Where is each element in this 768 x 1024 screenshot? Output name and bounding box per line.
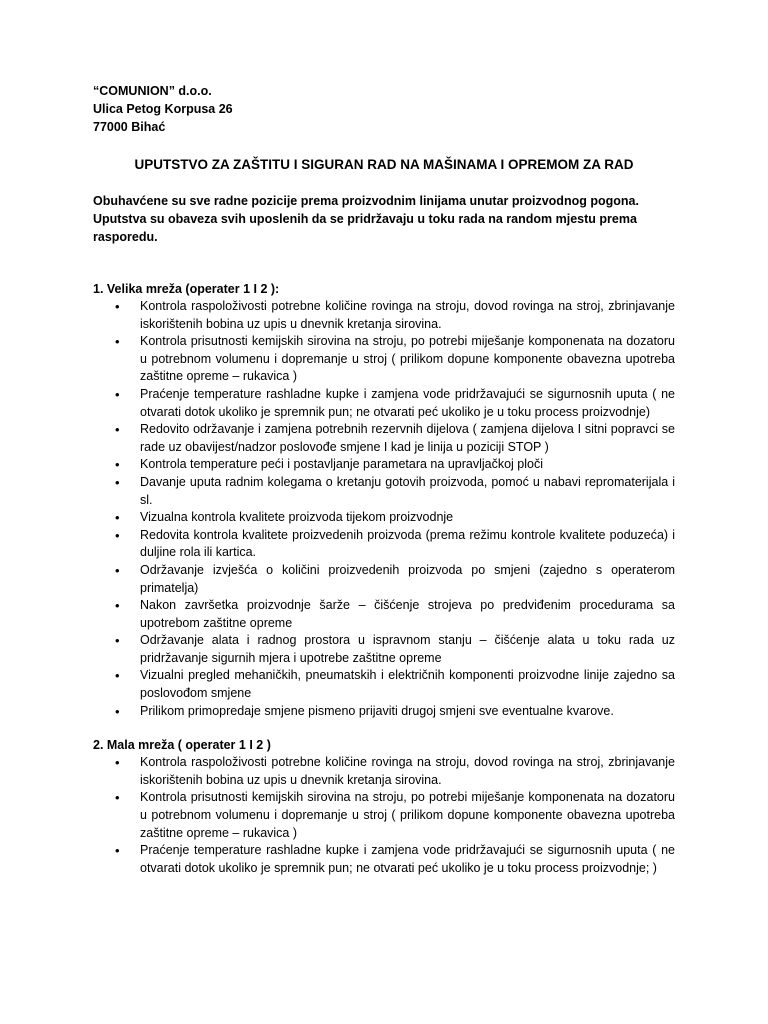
list-item: • Održavanje izvješća o količini proizvedenih proizvoda po smjeni (zajedno s operaterom primatelja) [140, 562, 675, 597]
list-item: • Nakon završetka proizvodnje šarže – čišćenje strojeva po predviđenim procedurama sa upotrebom zaštitne opreme [140, 597, 675, 632]
list-item: • Davanje uputa radnim kolegama o kretanju gotovih proizvoda, pomoć u nabavi repromaterijala i sl. [140, 474, 675, 509]
section-2-list [93, 754, 675, 877]
list-item: • Redovita kontrola kvalitete proizvedenih proizvoda (prema režimu kontrole kvalitete poduzeća) i duljine rola ili kartica. [140, 527, 675, 562]
list-item: • Vizualna kontrola kvalitete proizvoda tijekom proizvodnje [140, 509, 675, 527]
list-item: • Kontrola raspoloživosti potrebne količine rovinga na stroju, dovod rovinga na stroj, zbrinjavanje iskorištenih bobina uz upis u dnevnik kretanja sirovina. [140, 754, 675, 789]
list-item: • Kontrola prisutnosti kemijskih sirovina na stroju, po potrebi miješanje komponenata na dozatoru u potrebnom volumenu i dopremanje u stroj ( prilikom dopune komponente obavezna upotreba zaštitne opreme – rukavica ) [140, 789, 675, 842]
intro-paragraph: Obuhavćene su sve radne pozicije prema proizvodnim linijama unutar proizvodnog pogona. Uputstva su obaveza svih uposlenih da se pridržavaju u toku rada na random mjestu prema rasporedu. [93, 194, 639, 244]
list-item: • Vizualni pregled mehaničkih, pneumatskih i električnih komponenti proizvodne linije zajedno sa poslovođom smjene [140, 667, 675, 702]
list-item: • Prilikom primopredaje smjene pismeno prijaviti drugoj smjeni sve eventualne kvarove. [140, 703, 675, 721]
section-1-heading: 1. Velika mreža (operater 1 I 2 ): [93, 282, 280, 296]
section-2-heading: 2. Mala mreža ( operater 1 I 2 ) [93, 738, 271, 753]
company-name: “COMUNION” d.o.o. [93, 84, 212, 98]
company-street: Ulica Petog Korpusa 26 [93, 102, 233, 116]
company-city: 77000 Bihać [93, 120, 166, 134]
section-1-list [93, 298, 675, 720]
document-title: UPUTSTVO ZA ZAŠTITU I SIGURAN RAD NA MAŠINAMA I OPREMOM ZA RAD [134, 157, 634, 172]
list-item: • Kontrola temperature peći i postavljanje parametara na upravljačkoj ploči [140, 456, 675, 474]
list-item: • Kontrola prisutnosti kemijskih sirovina na stroju, po potrebi miješanje komponenata na dozatoru u potrebnom volumenu i dopremanje u stroj ( prilikom dopune komponente obavezna upotreba zaštitne opreme – rukavica ) [140, 333, 675, 386]
list-item: • Održavanje alata i radnog prostora u ispravnom stanju – čišćenje alata u toku rada uz pridržavanje sigurnih mjera i upotrebe zaštitne opreme [140, 632, 675, 667]
list-item: • Praćenje temperature rashladne kupke i zamjena vode pridržavajući se sigurnosnih uputa ( ne otvarati dotok ukoliko je spremnik pun; ne otvarati peć ukoliko je u toku process proizvodnje; ) [140, 842, 675, 877]
list-item: • Kontrola raspoloživosti potrebne količine rovinga na stroju, dovod rovinga na stroj, zbrinjavanje iskorištenih bobina uz upis u dnevnik kretanja sirovina. [140, 298, 675, 333]
list-item: • Redovito održavanje i zamjena potrebnih rezervnih dijelova ( zamjena dijelova I sitni popravci se rade uz obavijest/nadzor poslovođe smjene I kad je linija u poziciji STOP ) [140, 421, 675, 456]
list-item: • Praćenje temperature rashladne kupke i zamjena vode pridržavajući se sigurnosnih uputa ( ne otvarati dotok ukoliko je spremnik pun; ne otvarati peć ukoliko je u toku process proizvodnje) [140, 386, 675, 421]
